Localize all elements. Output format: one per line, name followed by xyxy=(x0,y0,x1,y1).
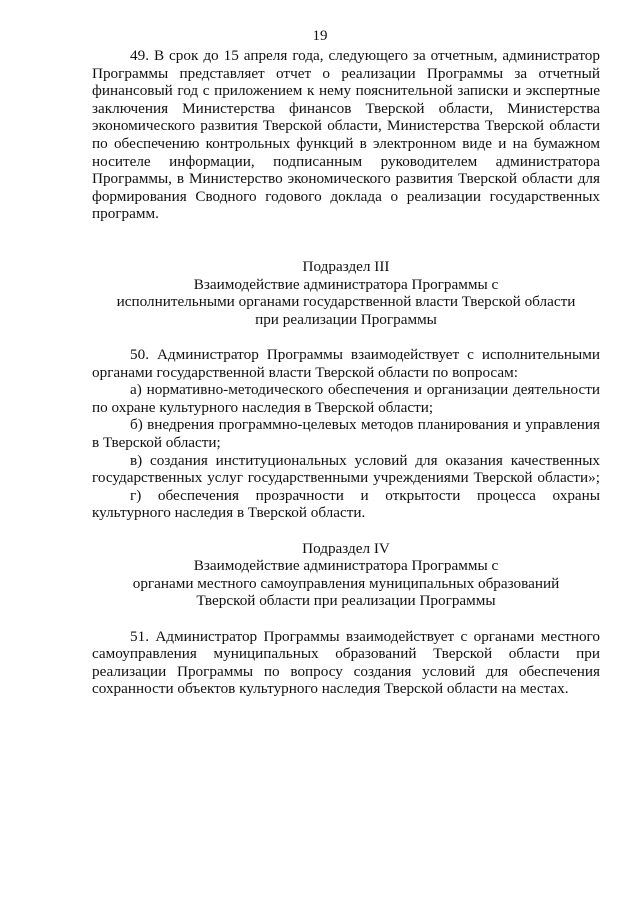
paragraph-line: экономического развития Тверской области, Министерства Тверской области xyxy=(92,117,600,135)
section-title: Подраздел IV xyxy=(302,539,390,557)
section-subtitle-line: Взаимодействие администратора Программы с xyxy=(193,557,499,575)
paragraph-line: носителе информации, подписанным руководителем администратора xyxy=(92,152,600,170)
paragraph-line: по охране культурного наследия в Тверской области; xyxy=(92,398,434,416)
list-item-v: в) создания институциональных условий для оказания качественных xyxy=(130,451,600,469)
section-subtitle-line: Взаимодействие администратора Программы с xyxy=(193,275,499,293)
section-subtitle-line: исполнительными органами государственной власти Тверской области xyxy=(116,293,576,311)
list-item-g: г) обеспечения прозрачности и открытости процесса охраны xyxy=(130,486,600,504)
paragraph-line: программ. xyxy=(92,205,159,223)
paragraph-line: Программы, в Министерство экономического развития Тверской области для xyxy=(92,170,600,188)
paragraph-line: культурного наследия в Тверской области. xyxy=(92,504,366,522)
paragraph-line: заключения Министерства финансов Тверской области, Министерства xyxy=(92,99,600,117)
paragraph-line: Программы представляет отчет о реализации Программы за отчетный xyxy=(92,64,600,82)
paragraph-line: в Тверской области; xyxy=(92,434,221,452)
paragraph-50 xyxy=(92,346,600,522)
section-heading-3 xyxy=(92,258,600,328)
section-subtitle-line: при реализации Программы xyxy=(255,310,437,328)
section-subtitle-line: органами местного самоуправления муниципальных образований xyxy=(132,574,560,592)
section-title: Подраздел III xyxy=(302,258,390,276)
paragraph-line: органами государственной власти Тверской области по вопросам: xyxy=(92,363,518,381)
paragraph-line: 50. Администратор Программы взаимодействует с исполнительными xyxy=(130,346,600,364)
paragraph-51 xyxy=(92,628,600,698)
document-body xyxy=(92,47,600,698)
page-number: 19 xyxy=(312,28,328,44)
list-item-a: а) нормативно-методического обеспечения и организации деятельности xyxy=(130,381,600,399)
paragraph-line: государственных услуг государственными учреждениями Тверской области»; xyxy=(92,469,600,487)
paragraph-49 xyxy=(92,47,600,223)
paragraph-line: самоуправления муниципальных образований Тверской области при xyxy=(92,645,600,663)
paragraph-line: 49. В срок до 15 апреля года, следующего за отчетным, администратор xyxy=(130,47,600,64)
paragraph-line: 51. Администратор Программы взаимодействует с органами местного xyxy=(130,627,600,645)
paragraph-line: финансовый год с приложением к нему пояснительной записки и экспертные xyxy=(92,82,600,100)
paragraph-line: сохранности объектов культурного наследия Тверской области на местах. xyxy=(92,680,569,698)
list-item-b: б) внедрения программно-целевых методов планирования и управления xyxy=(130,416,600,434)
paragraph-line: формирования Сводного годового доклада о реализации государственных xyxy=(92,187,600,205)
paragraph-line: по обеспечению контрольных функций в электронном виде и на бумажном xyxy=(92,134,600,152)
paragraph-line: реализации Программы по вопросу создания условий для обеспечения xyxy=(92,662,600,680)
section-heading-4 xyxy=(92,540,600,610)
section-subtitle-line: Тверской области при реализации Программы xyxy=(196,592,496,610)
